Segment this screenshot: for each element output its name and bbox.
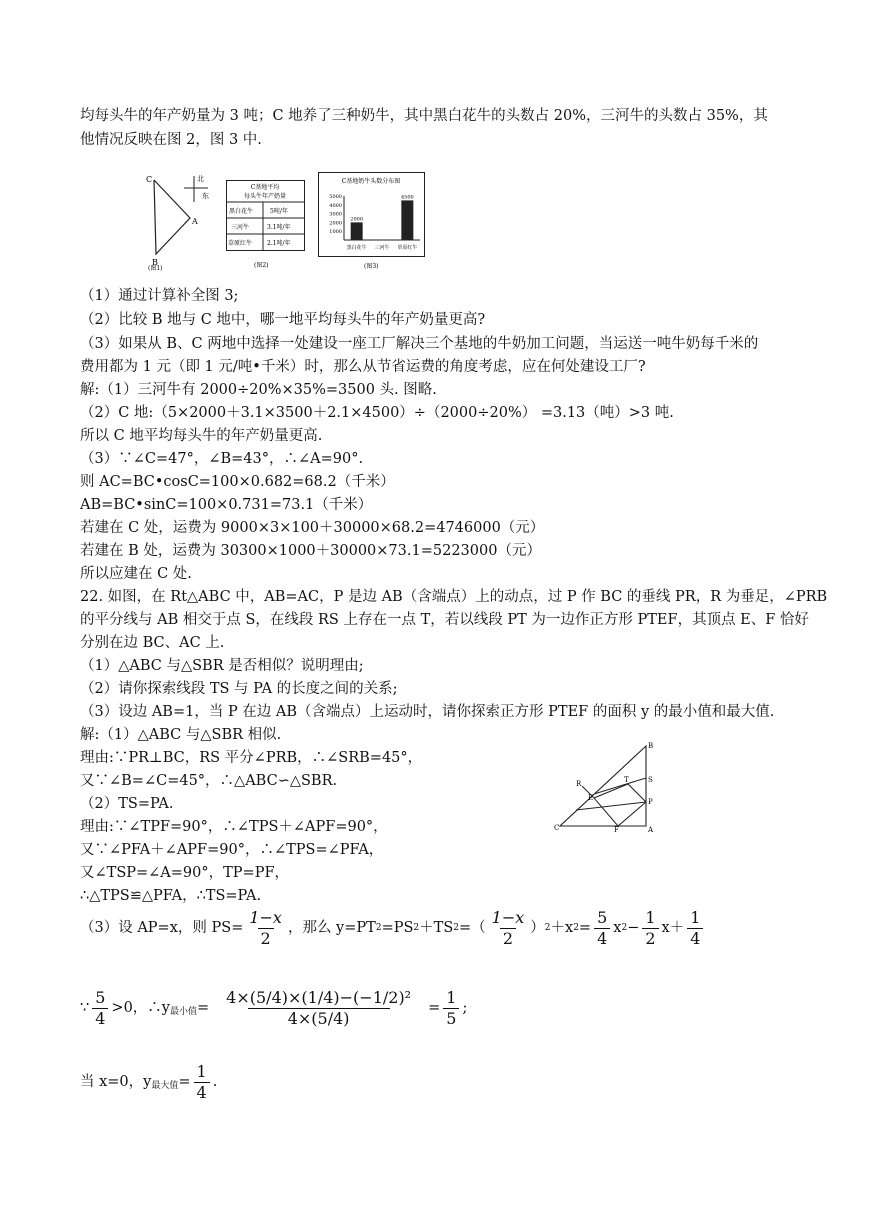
p22-sol-3: 又∵∠B=∠C=45°，∴△ABC∽△SBR.	[80, 773, 338, 789]
p22-sol-2: 理由:∵PR⊥BC，RS 平分∠PRB，∴∠SRB=45°，	[80, 750, 423, 766]
q-line-2: （2）比较 B 地与 C 地中，哪一地平均每头牛的年产奶量更高?	[80, 312, 486, 328]
fig2-header-1: C基地平均	[250, 184, 280, 191]
frac-1-2-den: 2	[642, 928, 658, 949]
q-line-1: （1）通过计算补全图 3;	[80, 288, 239, 304]
sq-2: 2	[413, 923, 420, 933]
figure-2-table	[226, 180, 310, 272]
p22-sub-2: （2）请你探索线段 TS 与 PA 的长度之间的关系;	[80, 681, 398, 697]
frac-ps-den: 2	[258, 928, 274, 949]
p22-sol-7: 又∠TSP=∠A=90°，TP=PF，	[80, 865, 290, 881]
fig4-label-b: B	[648, 742, 654, 750]
l3-text-h: ＋x	[550, 920, 574, 936]
l3-text-a: （3）设 AP=x，则 PS=	[80, 920, 244, 936]
frac-ps-2	[489, 908, 528, 949]
l5-text-a: 当 x=0，y	[80, 1074, 152, 1090]
fig2-row3-name: 草原红牛	[228, 240, 253, 247]
fig3-category-0: 黑白花牛	[346, 245, 367, 251]
fig3-caption: (图3)	[364, 263, 379, 270]
fig4-label-r: R	[576, 780, 582, 788]
fig3-y-tick-4: 1000	[329, 229, 342, 236]
p22-stem-2: 的平分线与 AB 相交于点 S，在线段 RS 上存在一点 T，若以线段 PT 为一边作正方形 PTEF，其顶点 E、F 恰好	[80, 612, 809, 628]
q-line-3: （3）如果从 B、C 两地中选择一处建设一座工厂解决三个基地的牛奶加工问题，当运送一吨牛奶每千米的	[80, 336, 759, 352]
q-line-7: 所以 C 地平均每头牛的年产奶量更高.	[80, 428, 323, 444]
frac-1-5-den: 5	[443, 1008, 459, 1029]
fig1-caption: (图1)	[148, 265, 163, 272]
frac-ps2-den: 2	[500, 928, 516, 949]
frac-ps2-num: 1−x	[491, 907, 525, 927]
frac-min-value	[212, 988, 425, 1029]
l4-frac-den: 4	[92, 1008, 108, 1029]
fig3-y-tick-3: 2000	[329, 220, 342, 227]
frac-ps-num: 1−x	[249, 907, 282, 927]
l5-text-b: =	[178, 1074, 191, 1090]
frac-max-den: 4	[194, 1082, 210, 1103]
line-rp	[576, 802, 646, 810]
l4-text-c: =	[197, 1000, 210, 1016]
fig4-label-f: F	[614, 826, 619, 833]
q-line-6: （2）C 地:（5×2000＋3.1×3500＋2.1×4500）÷（2000÷20%） =3.13（吨）>3 吨.	[80, 405, 674, 421]
frac-1-2	[642, 908, 658, 949]
sq-1: 2	[375, 923, 382, 933]
sq-3: 2	[453, 923, 459, 933]
l3-text-k: −	[627, 920, 640, 936]
l3-text-e: =（	[459, 920, 486, 936]
sq-4: 2	[544, 923, 551, 933]
fig4-label-c: C	[554, 824, 560, 832]
frac-1-2-num: 1	[645, 907, 656, 927]
fig4-label-p: P	[648, 798, 653, 806]
q-line-5: 解:（1）三河牛有 2000÷20%×35%=3500 头. 图略.	[80, 382, 437, 398]
l3-text-j: x	[613, 920, 622, 936]
fig2-row2-value: 3.1吨/年	[267, 224, 291, 231]
l5-subscript: 最大值	[151, 1081, 179, 1091]
p22-stem-1: 22. 如图，在 Rt△ABC 中，AB=AC，P 是边 AB（含端点）上的动点，过 P 作 BC 的垂线 PR，R 为垂足，∠PRB	[80, 589, 828, 605]
l4-text-b: >0，∴y	[111, 1000, 170, 1016]
figure-3-bar-chart	[318, 172, 428, 272]
frac-5-4-den: 4	[594, 928, 610, 949]
frac-5-4	[594, 908, 610, 949]
l3-text-d: ＋TS	[419, 920, 454, 936]
fig4-label-s: S	[648, 776, 653, 784]
fig4-label-a: A	[648, 826, 654, 833]
fig2-row1-name: 黑白花牛	[229, 208, 254, 215]
fig3-y-tick-1: 4000	[329, 202, 342, 209]
fig3-category-2: 草原红牛	[397, 245, 418, 251]
intro-line-2: 他情况反映在图 2，图 3 中.	[80, 132, 262, 148]
fig1-label-b: B	[152, 258, 158, 267]
fig1-north: 北	[197, 175, 204, 183]
fig3-y-tick-0: 5000	[329, 194, 342, 200]
sq-5: 2	[573, 923, 579, 933]
p22-sol-line-3	[80, 906, 706, 950]
l5-text-c: .	[212, 1074, 218, 1090]
l4-subscript: 最小值	[170, 1007, 198, 1017]
p22-sol-line-min	[80, 968, 467, 1048]
frac-max-num: 1	[196, 1061, 207, 1081]
fig2-caption: (图2)	[254, 262, 269, 269]
l4-text-d: =	[428, 1000, 441, 1016]
fig2-row3-value: 2.1吨/年	[267, 240, 291, 247]
q-line-9: 则 AC=BC•cosC=100×0.682=68.2（千米）	[80, 474, 395, 490]
p22-sub-3: （3）设边 AB=1，当 P 在边 AB（含端点）上运动时，请你探索正方形 PTEF 的面积 y 的最小值和最大值.	[80, 704, 775, 720]
fig1-label-c: C	[146, 175, 153, 184]
fig1-east: 东	[202, 192, 209, 200]
figure-4-geometry	[552, 738, 662, 833]
l4-frac-num: 5	[95, 987, 106, 1007]
q-line-10: AB=BC•sinC=100×0.731=73.1（千米）	[80, 497, 373, 513]
min-frac-num: 4×(5/4)×(1/4)−(−1/2)²	[226, 987, 412, 1007]
l4-text-e: ;	[462, 1000, 468, 1016]
frac-1-4-den: 4	[687, 928, 703, 949]
q-line-11: 若建在 C 处，运费为 9000×3×100＋30000×68.2=4746000（元）	[80, 520, 545, 536]
q-line-13: 所以应建在 C 处.	[80, 566, 192, 582]
l3-text-b: ，那么 y=PT	[287, 920, 376, 936]
fig2-row2-name: 三河牛	[231, 224, 250, 231]
q-line-4: 费用都为 1 元（即 1 元/吨•千米）时，那么从节省运费的角度考虑，应在何处建设工厂?	[80, 359, 646, 375]
p22-sub-1: （1）△ABC 与△SBR 是否相似？说明理由;	[80, 658, 364, 674]
frac-1-4-max	[194, 1062, 210, 1103]
line-rs	[594, 778, 646, 794]
p22-sol-5: 理由:∵∠TPF=90°，∴∠TPS＋∠APF=90°，	[80, 819, 388, 835]
fig2-header-2: 每头牛年产奶量	[243, 193, 287, 200]
fig3-y-tick-2: 3000	[329, 211, 342, 218]
fig3-bar-2	[401, 200, 413, 240]
q-line-8: （3）∵∠C=47°，∠B=43°，∴∠A=90°.	[80, 451, 364, 467]
fig2-row1-value: 5吨/年	[270, 208, 288, 215]
p22-sol-8: ∴△TPS≌△PFA，∴TS=PA.	[80, 888, 262, 904]
figure-1-triangle	[140, 172, 220, 272]
p22-sol-line-max	[80, 1060, 217, 1104]
l3-text-g: ）	[530, 920, 545, 936]
frac-1-5	[443, 988, 459, 1029]
l3-text-l: x＋	[661, 920, 685, 936]
frac-ps	[246, 908, 285, 949]
min-frac-den: 4×(5/4)	[248, 1008, 390, 1029]
fig1-label-a: A	[192, 217, 198, 226]
fig3-title: C基地奶牛头数分布图	[341, 178, 401, 185]
fig3-data-label-0: 2000	[350, 216, 364, 223]
fig3-bar-0	[351, 222, 363, 240]
frac-5-4-b	[92, 988, 108, 1029]
frac-1-4-num: 1	[690, 907, 701, 927]
frac-5-4-num: 5	[597, 907, 608, 927]
fig3-category-1: 三河牛	[374, 245, 390, 251]
fig4-label-t: T	[624, 776, 629, 784]
l3-text-c: =PS	[381, 920, 414, 936]
fig3-data-label-2: 4500	[400, 194, 414, 201]
l3-text-i: =	[578, 920, 592, 936]
p22-sol-6: 又∵∠PFA＋∠APF=90°，∴∠TPS=∠PFA，	[80, 842, 384, 858]
intro-line-1: 均每头牛的年产奶量为 3 吨；C 地养了三种奶牛，其中黑白花牛的头数占 20%，三河牛的头数占 35%，其	[80, 108, 768, 124]
p22-sol-1: 解:（1）△ABC 与△SBR 相似.	[80, 727, 282, 743]
frac-1-4	[687, 908, 703, 949]
p22-sol-4: （2）TS=PA.	[80, 796, 174, 812]
l4-text-a: ∵	[80, 1000, 90, 1016]
sq-6: 2	[621, 923, 628, 933]
q-line-12: 若建在 B 处，运费为 30300×1000＋30000×73.1=5223000（元）	[80, 543, 541, 559]
p22-stem-3: 分别在边 BC、AC 上.	[80, 635, 225, 651]
frac-1-5-num: 1	[446, 987, 457, 1007]
fig4-label-e: E	[588, 794, 594, 802]
